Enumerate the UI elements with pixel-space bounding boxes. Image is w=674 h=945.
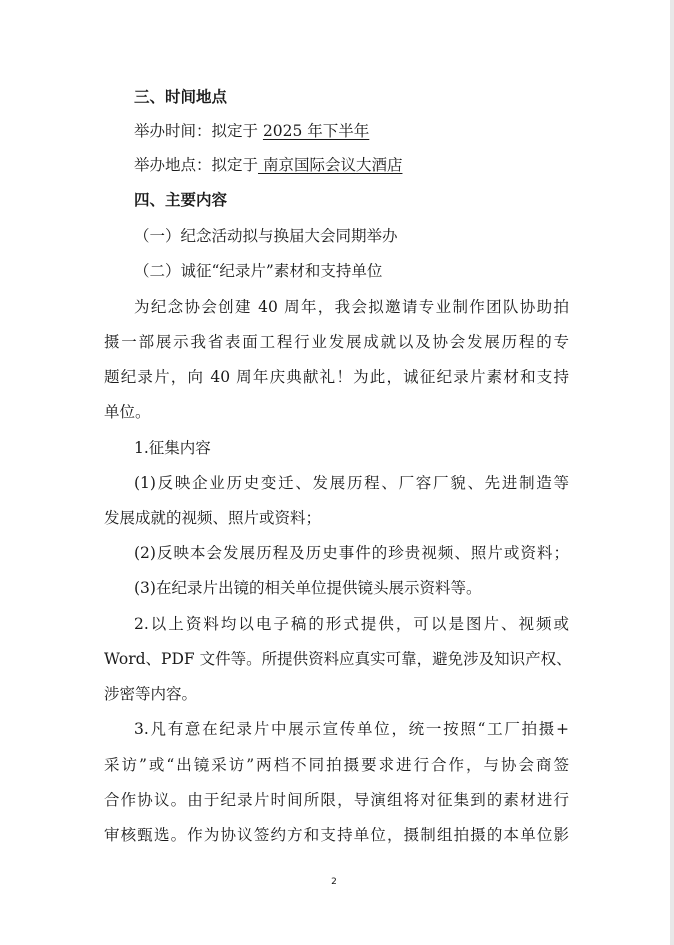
item-3-line-2: 采访”或“出镜采访”两档不同拍摄要求进行合作，与协会商签 — [104, 756, 569, 774]
intro-line-3: 题纪录片，向 40 周年庆典献礼！为此，诚征纪录片素材和支持 — [104, 368, 569, 386]
intro-line-2: 摄一部展示我省表面工程行业发展成就以及协会发展历程的专 — [104, 333, 569, 351]
subsection-2: （二）诚征“纪录片”素材和支持单位 — [134, 262, 383, 280]
subsection-1: （一）纪念活动拟与换届大会同期举办 — [134, 227, 398, 245]
event-place-label: 举办地点：拟定于 — [134, 156, 259, 174]
event-time-value: 2025 年下半年 — [262, 122, 370, 140]
event-place-value: 南京国际会议大酒店 — [258, 156, 403, 174]
section-4-heading: 四、主要内容 — [134, 191, 228, 209]
event-time-line — [134, 121, 369, 141]
item-3-line-3: 合作协议。由于纪录片时间所限，导演组将对征集到的素材进行 — [104, 791, 569, 809]
item-1b: (2)反映本会发展历程及历史事件的珍贵视频、照片或资料； — [134, 544, 569, 562]
item-1c: (3)在纪录片出镜的相关单位提供镜头展示资料等。 — [134, 579, 482, 597]
intro-line-4: 单位。 — [104, 403, 151, 421]
event-time-label: 举办时间：拟定于 — [134, 122, 263, 140]
item-3-line-1: 3.凡有意在纪录片中展示宣传单位，统一按照“工厂拍摄+ — [134, 720, 569, 738]
item-1a-line-2: 发展成就的视频、照片或资料； — [104, 509, 322, 527]
item-2-line-3: 涉密等内容。 — [104, 685, 198, 703]
item-1a-line-1: (1)反映企业历史变迁、发展历程、厂容厂貌、先进制造等 — [134, 474, 569, 492]
item-2-line-2: Word、PDF 文件等。所提供资料应真实可靠，避免涉及知识产权、 — [104, 650, 572, 668]
section-3-heading: 三、时间地点 — [134, 88, 228, 106]
page-edge — [670, 0, 674, 945]
item-3-line-4: 审核甄选。作为协议签约方和支持单位，摄制组拍摄的本单位影 — [104, 826, 569, 844]
item-1-title: 1.征集内容 — [134, 439, 211, 457]
event-place-line — [134, 155, 402, 175]
intro-line-1: 为纪念协会创建 40 周年，我会拟邀请专业制作团队协助拍 — [134, 298, 569, 316]
item-2-line-1: 2.以上资料均以电子稿的形式提供，可以是图片、视频或 — [134, 615, 569, 633]
page-number: 2 — [331, 877, 337, 887]
